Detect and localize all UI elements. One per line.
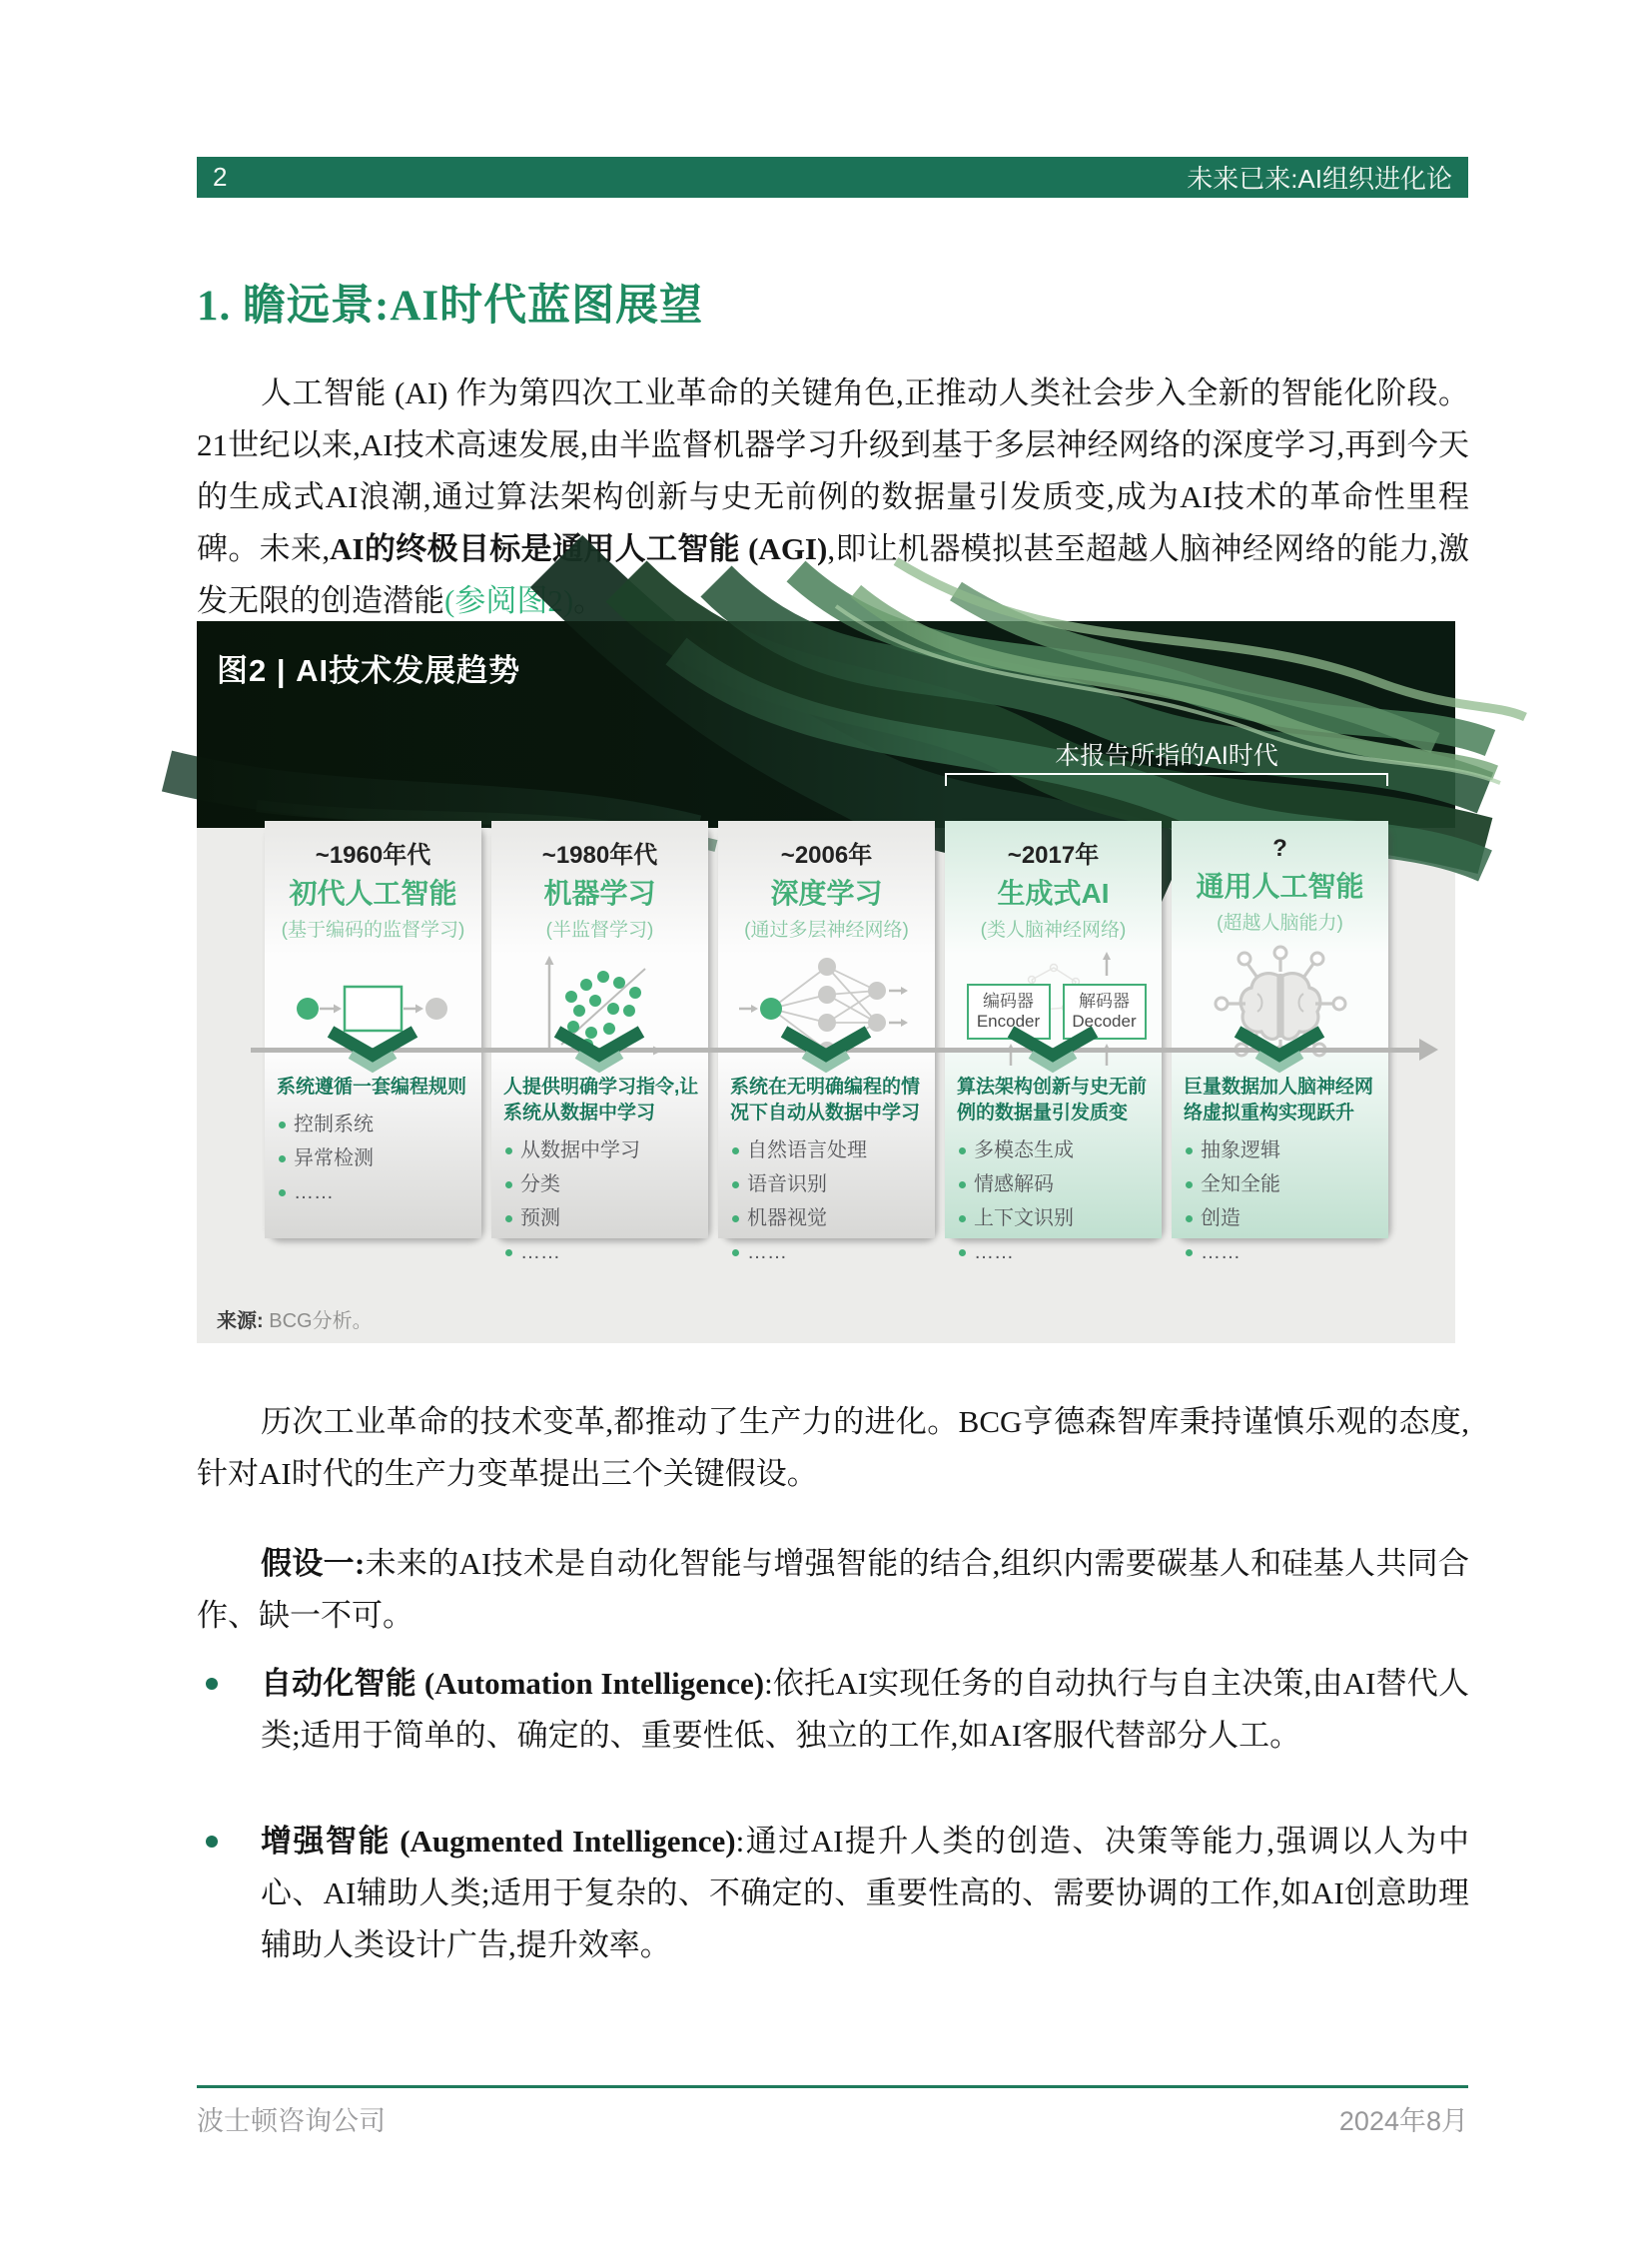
bullet-text: :依托AI实现任务的自动执行与自主决策,由AI替代人类;适用于简单的、确定的、重要性低、独立的工作,如AI客服代替部分人工。 <box>261 1666 1469 1753</box>
card-desc-title: 系统在无明确编程的情况下自动从数据中学习 <box>730 1077 921 1123</box>
section-heading: 1. 瞻远景:AI时代蓝图展望 <box>197 283 704 330</box>
report-title: 未来已来:AI组织进化论 <box>1187 164 1452 194</box>
bullet-lead: 增强智能 (Augmented Intelligence) <box>261 1824 736 1859</box>
desc-bullet: 分类 <box>503 1167 700 1201</box>
desc-bullet: 异常检测 <box>277 1141 473 1175</box>
card-subtitle: (半监督学习) <box>545 920 654 941</box>
source-text: BCG分析。 <box>269 1310 373 1332</box>
card-subtitle: (类人脑神经网络) <box>980 920 1127 941</box>
desc-bullet: 自然语言处理 <box>730 1133 927 1167</box>
card-name: 初代人工智能 <box>289 878 457 909</box>
card-name: 通用人工智能 <box>1196 871 1364 902</box>
desc-bullet: …… <box>730 1235 927 1269</box>
source-label: 来源: <box>217 1310 264 1332</box>
desc-bullet: 语音识别 <box>730 1167 927 1201</box>
desc-bullet: 机器视觉 <box>730 1201 927 1235</box>
desc-bullet: 控制系统 <box>277 1108 473 1141</box>
intro-bold-agi: AI的终极目标是通用人工智能 (AGI) <box>330 531 828 566</box>
decoder-label-en: Decoder <box>1072 1012 1137 1031</box>
hypothesis-paragraph <box>197 1538 1469 1642</box>
intro-text-2: ,即让机器模拟甚至超越人脑神经网络的能力,激发无限的创造潜能 <box>197 531 1470 618</box>
decoder-label-zh: 解码器 <box>1079 992 1130 1011</box>
card-subtitle: (基于编码的监督学习) <box>281 920 465 941</box>
bullet-lead: 自动化智能 (Automation Intelligence) <box>261 1666 765 1701</box>
card-year: ~1960年代 <box>315 842 431 869</box>
figure-title: 图2 | AI技术发展趋势 <box>217 653 521 688</box>
card-name: 生成式AI <box>997 878 1110 909</box>
footer-company: 波士顿咨询公司 <box>197 2106 386 2136</box>
desc-bullet: …… <box>277 1175 473 1209</box>
desc-bullet: 多模态生成 <box>957 1133 1154 1167</box>
card-year: ~2017年 <box>1007 842 1100 869</box>
footer-rule <box>197 2085 1468 2088</box>
page-header-bar <box>197 157 1468 198</box>
chevron-down-icon <box>778 1026 874 1074</box>
ai-era-bracket <box>945 773 1388 786</box>
intro-text: 人工智能 (AI) 作为第四次工业革命的关键角色,正推动人类社会步入全新的智能化阶段。21世纪以来,AI技术高速发展,由半监督机器学习升级到基于多层神经网络的深度学习,再到今天的生成式AI浪潮,通过算法架构创新与史无前例的数据量引发质变,成为AI技术的革命性里程碑。未来, <box>197 375 1469 566</box>
page-footer <box>197 2099 1468 2138</box>
card-subtitle: (超越人脑能力) <box>1217 913 1343 934</box>
card-name: 深度学习 <box>770 878 883 909</box>
list-item-automation-intelligence <box>197 1658 1469 1762</box>
card-desc-title: 系统遵循一套编程规则 <box>277 1077 467 1098</box>
ai-era-label: 本报告所指的AI时代 <box>1055 742 1278 770</box>
page-number: 2 <box>213 162 228 192</box>
desc-bullet: 预测 <box>503 1201 700 1235</box>
chevron-down-icon <box>325 1026 420 1074</box>
figure-source <box>217 1304 373 1333</box>
footer-date: 2024年8月 <box>1338 2106 1468 2136</box>
body-paragraph: 历次工业革命的技术变革,都推动了生产力的进化。BCG亨德森智库秉持谨慎乐观的态度,针对AI时代的生产力变革提出三个关键假设。 <box>197 1404 1469 1491</box>
desc-bullet: 抽象逻辑 <box>1184 1133 1380 1167</box>
chevron-down-icon <box>551 1026 647 1074</box>
bullet-text: :通过AI提升人类的创造、决策等能力,强调以人为中心、AI辅助人类;适用于复杂的、不确定的、重要性高的、需要协调的工作,如AI创意助理辅助人类设计广告,提升效率。 <box>261 1824 1469 1962</box>
card-year: ~1980年代 <box>541 842 658 869</box>
list-item-augmented-intelligence <box>197 1816 1469 1971</box>
desc-bullet: …… <box>1184 1235 1380 1269</box>
hypothesis-lead: 假设一: <box>261 1546 366 1581</box>
card-year: ? <box>1272 835 1287 862</box>
desc-bullet: 创造 <box>1184 1201 1380 1235</box>
desc-bullet: …… <box>503 1235 700 1269</box>
card-desc-title: 算法架构创新与史无前例的数据量引发质变 <box>957 1077 1148 1123</box>
desc-bullet: 上下文识别 <box>957 1201 1154 1235</box>
intro-period: 。 <box>573 583 605 618</box>
chevron-down-icon <box>1005 1026 1101 1074</box>
desc-bullet: 从数据中学习 <box>503 1133 700 1167</box>
intelligence-bullet-list <box>197 1658 1469 2025</box>
card-year: ~2006年 <box>780 842 873 869</box>
card-subtitle: (通过多层神经网络) <box>744 920 909 941</box>
desc-bullet: 情感解码 <box>957 1167 1154 1201</box>
desc-bullet: 全知全能 <box>1184 1167 1380 1201</box>
chevron-down-icon <box>1232 1026 1327 1074</box>
figure-2-exhibit <box>197 621 1455 1343</box>
encoder-label-en: Encoder <box>976 1012 1041 1031</box>
card-desc-title: 人提供明确学习指令,让系统从数据中学习 <box>503 1077 699 1123</box>
card-desc-title: 巨量数据加人脑神经网络虚拟重构实现跃升 <box>1184 1077 1374 1123</box>
card-name: 机器学习 <box>543 878 656 909</box>
encoder-label-zh: 编码器 <box>983 992 1034 1011</box>
figure-2-reference-link[interactable]: (参阅图2) <box>444 583 574 618</box>
desc-bullet: …… <box>957 1235 1154 1269</box>
hypothesis-text: 未来的AI技术是自动化智能与增强智能的结合,组织内需要碳基人和硅基人共同合作、缺一不可。 <box>197 1546 1469 1633</box>
